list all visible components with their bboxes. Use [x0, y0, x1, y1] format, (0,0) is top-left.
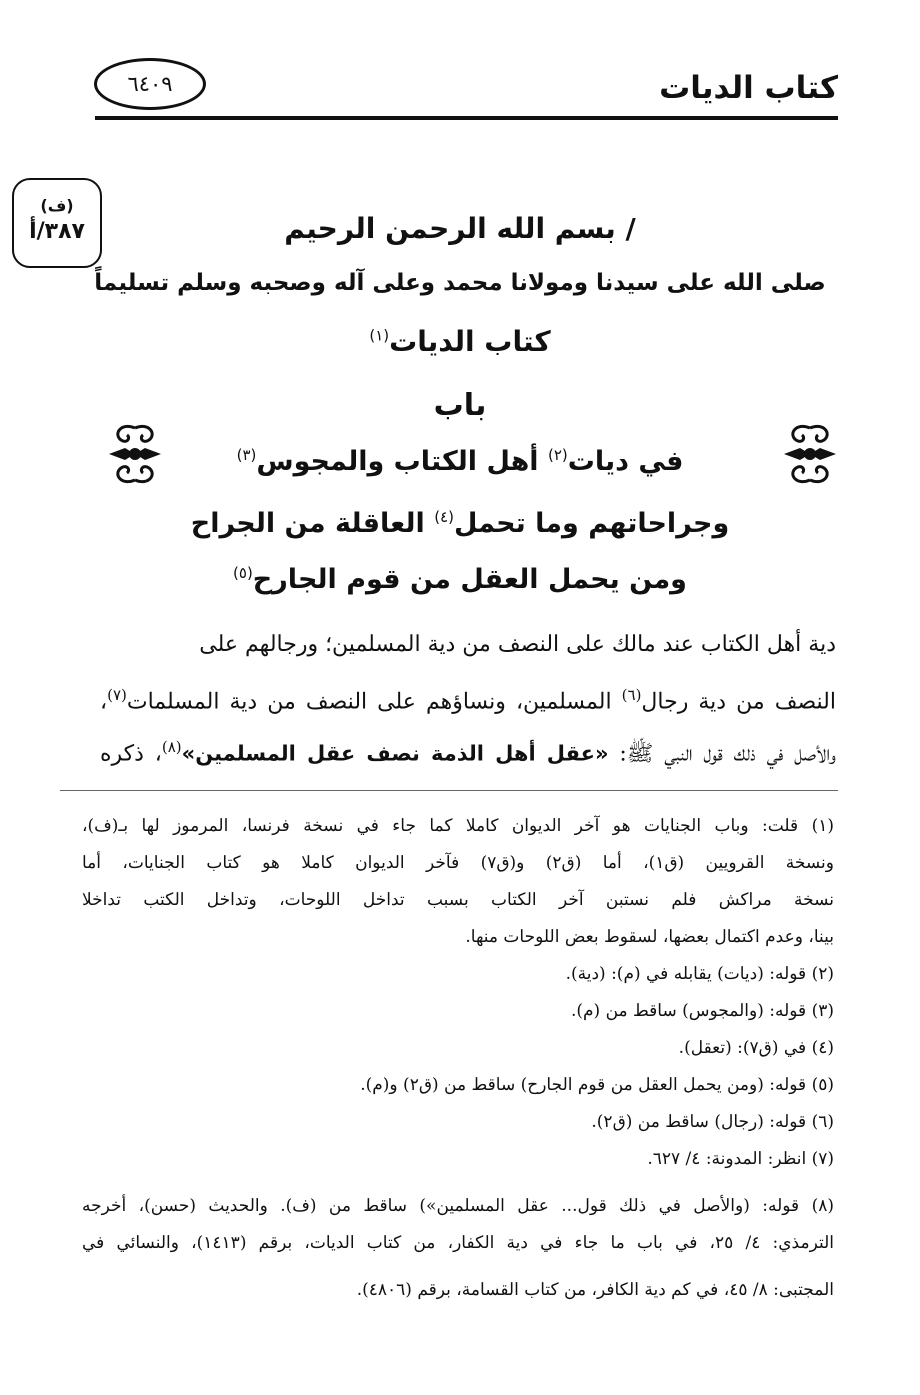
chapter-title-text: أهل الكتاب والمجوس: [256, 446, 548, 477]
footnote-separator: [60, 790, 838, 791]
footnote-ref: (٧): [107, 686, 127, 704]
body-line: [100, 686, 836, 714]
basmala: / بسم الله الرحمن الرحيم: [284, 212, 636, 245]
footnote-ref: (٣): [236, 446, 257, 464]
footnote-line: (٧) انظر: المدونة: ٤/ ٦٢٧.: [647, 1149, 834, 1169]
hadith-quote: «عقل أهل الذمة نصف عقل المسلمين»: [181, 741, 609, 766]
body-line: [100, 738, 836, 771]
manuscript-folio-box: [12, 178, 102, 268]
chapter-title-line-3: [170, 564, 750, 595]
footnote-line: (٦) قوله: (رجال) ساقط من (ق٢).: [591, 1112, 834, 1132]
footnote-ref: (٢): [547, 446, 568, 464]
running-title: كتاب الديات: [659, 70, 838, 106]
header-rule: [95, 116, 838, 120]
salutation: صلى الله على سيدنا ومولانا محمد وعلى آله وصحبه وسلم تسليماً: [94, 270, 826, 296]
ornament-right-icon: [778, 418, 842, 490]
chapter-title-text: العاقلة من الجراح: [190, 508, 435, 539]
body-text: المسلمين، ونساؤهم على النصف من دية المسلمات: [126, 689, 622, 715]
footnote-line: ونسخة القرويين (ق١)، أما (ق٢) و(ق٧) فآخر الديوان كاملا هو كتاب الجنايات، أما: [82, 853, 834, 873]
body-text: ، ذكره: [100, 741, 162, 767]
footnote-line: (٨) قوله: (والأصل في ذلك قول... عقل المسلمين») ساقط من (ف). والحديث (حسن)، أخرجه: [82, 1196, 834, 1216]
footnote-ref: (٤): [434, 508, 454, 526]
chapter-title-text: في ديات: [567, 446, 684, 477]
footnote-line: (٤) في (ق٧): (تعقل).: [678, 1038, 834, 1058]
body-text: ،: [100, 689, 108, 715]
footnote-line: (٣) قوله: (والمجوس) ساقط من (م).: [570, 1001, 834, 1021]
footnote-ref: (٨): [161, 738, 182, 756]
footnote-line: بينا، وعدم اكتمال بعضها، لسقوط بعض اللوحات منها.: [465, 927, 834, 947]
manuscript-folio: ٣٨٧/أ: [29, 219, 85, 244]
body-text: النصف من دية رجال: [641, 689, 837, 715]
book-title: [300, 325, 620, 358]
body-text: والأصل في ذلك قول النبي ﷺ:: [608, 741, 836, 767]
footnote-line: (٥) قوله: (ومن يحمل العقل من قوم الجارح) ساقط من (ق٢) و(م).: [360, 1075, 834, 1095]
body-line: دية أهل الكتاب عند مالك على النصف من دية المسلمين؛ ورجالهم على: [199, 632, 836, 657]
footnote-line: الترمذي: ٤/ ٢٥، في باب ما جاء في دية الكفار، من كتاب الديات، برقم (١٤١٣)، والنسائي في: [82, 1233, 835, 1253]
chapter-label: باب: [433, 388, 487, 423]
manuscript-siglum: (ف): [40, 196, 74, 215]
chapter-title-line-2: [170, 508, 750, 539]
chapter-title-text: وجراحاتهم وما تحمل: [453, 508, 730, 539]
footnote-line: (١) قلت: وباب الجنايات هو آخر الديوان كاملا كما جاء في نسخة فرنسا، المرموز لها بـ(ف)،: [82, 816, 834, 836]
ornament-left-icon: [103, 418, 167, 490]
chapter-title-line-1: [170, 446, 750, 477]
footnote-ref: (١): [369, 326, 390, 345]
page-number: ٦٤٠٩: [94, 58, 206, 110]
footnote-ref: (٦): [621, 686, 642, 704]
footnote-ref: (٥): [233, 564, 253, 582]
footnote-line: نسخة مراكش فلم نستبن آخر الكتاب بسبب تداخل اللوحات، وتداخل الكتب تداخلا: [82, 890, 834, 910]
chapter-title-text: ومن يحمل العقل من قوم الجارح: [252, 564, 687, 595]
book-title-text: كتاب الديات: [389, 325, 551, 358]
footnote-line: المجتبى: ٨/ ٤٥، في كم دية الكافر، من كتاب القسامة، برقم (٤٨٠٦).: [356, 1280, 834, 1300]
footnote-line: (٢) قوله: (ديات) يقابله في (م): (دية).: [565, 964, 834, 984]
